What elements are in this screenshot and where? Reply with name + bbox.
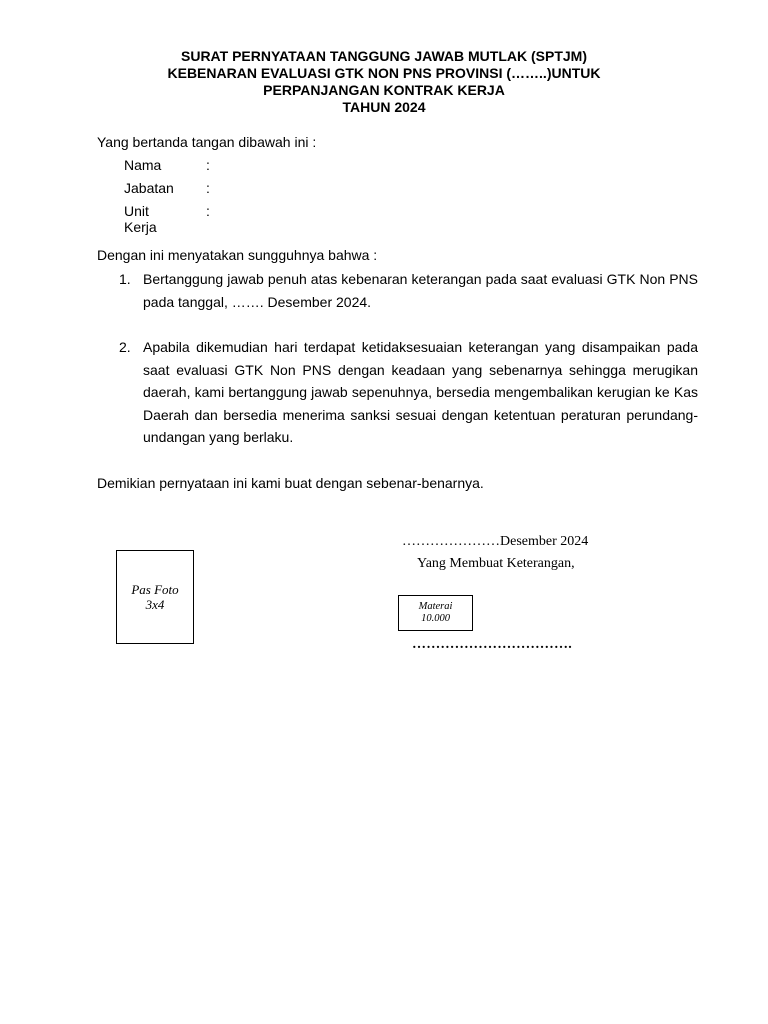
title-line-1: SURAT PERNYATAAN TANGGUNG JAWAB MUTLAK (SPTJM) bbox=[181, 48, 587, 64]
list-item-number: 2. bbox=[119, 339, 131, 355]
document-title bbox=[60, 48, 708, 116]
field-colon: : bbox=[206, 157, 210, 173]
title-line-4: TAHUN 2024 bbox=[342, 99, 426, 115]
signature-name-line: ……………………………. bbox=[412, 637, 572, 652]
list-item-text: Apabila dikemudian hari terdapat ketidaksesuaian keterangan yang disampaikan pada saat evaluasi GTK Non PNS dengan keadaan yang sebenarnya sehingga merugikan daerah, kami bertanggung jawab sepenuhnya, bersedia mengembalikan kerugian ke Kas Daerah dan bersedia menerima sanksi sesuai dengan ketentuan peraturan perundang-undangan yang berlaku. bbox=[143, 339, 698, 445]
field-label: Jabatan bbox=[124, 180, 174, 196]
photo-label: Pas Foto bbox=[131, 582, 179, 597]
closing-text: Demikian pernyataan ini kami buat dengan sebenar-benarnya. bbox=[97, 475, 484, 491]
list-item-text: Bertanggung jawab penuh atas kebenaran keterangan pada saat evaluasi GTK Non PNS pada tanggal, ……. Desember 2024. bbox=[143, 271, 698, 310]
photo-size: 3x4 bbox=[145, 597, 165, 612]
field-label: Unit Kerja bbox=[124, 203, 157, 235]
title-line-2: KEBENARAN EVALUASI GTK NON PNS PROVINSI (……..)UNTUK bbox=[167, 65, 601, 81]
stamp-label: Materai bbox=[418, 601, 453, 612]
field-label: Nama bbox=[124, 157, 162, 173]
stamp-placeholder-box bbox=[398, 595, 473, 631]
photo-placeholder-box bbox=[116, 550, 194, 644]
signature-date: …………………Desember 2024 bbox=[402, 534, 589, 549]
lead-text: Dengan ini menyatakan sungguhnya bahwa : bbox=[97, 247, 378, 263]
intro-text: Yang bertanda tangan dibawah ini : bbox=[97, 134, 317, 150]
field-colon: : bbox=[206, 180, 210, 196]
stamp-value: 10.000 bbox=[421, 613, 450, 624]
title-line-3: PERPANJANGAN KONTRAK KERJA bbox=[263, 82, 505, 98]
list-item-number: 1. bbox=[119, 271, 131, 287]
signature-maker: Yang Membuat Keterangan, bbox=[417, 556, 575, 571]
field-colon: : bbox=[206, 203, 210, 219]
